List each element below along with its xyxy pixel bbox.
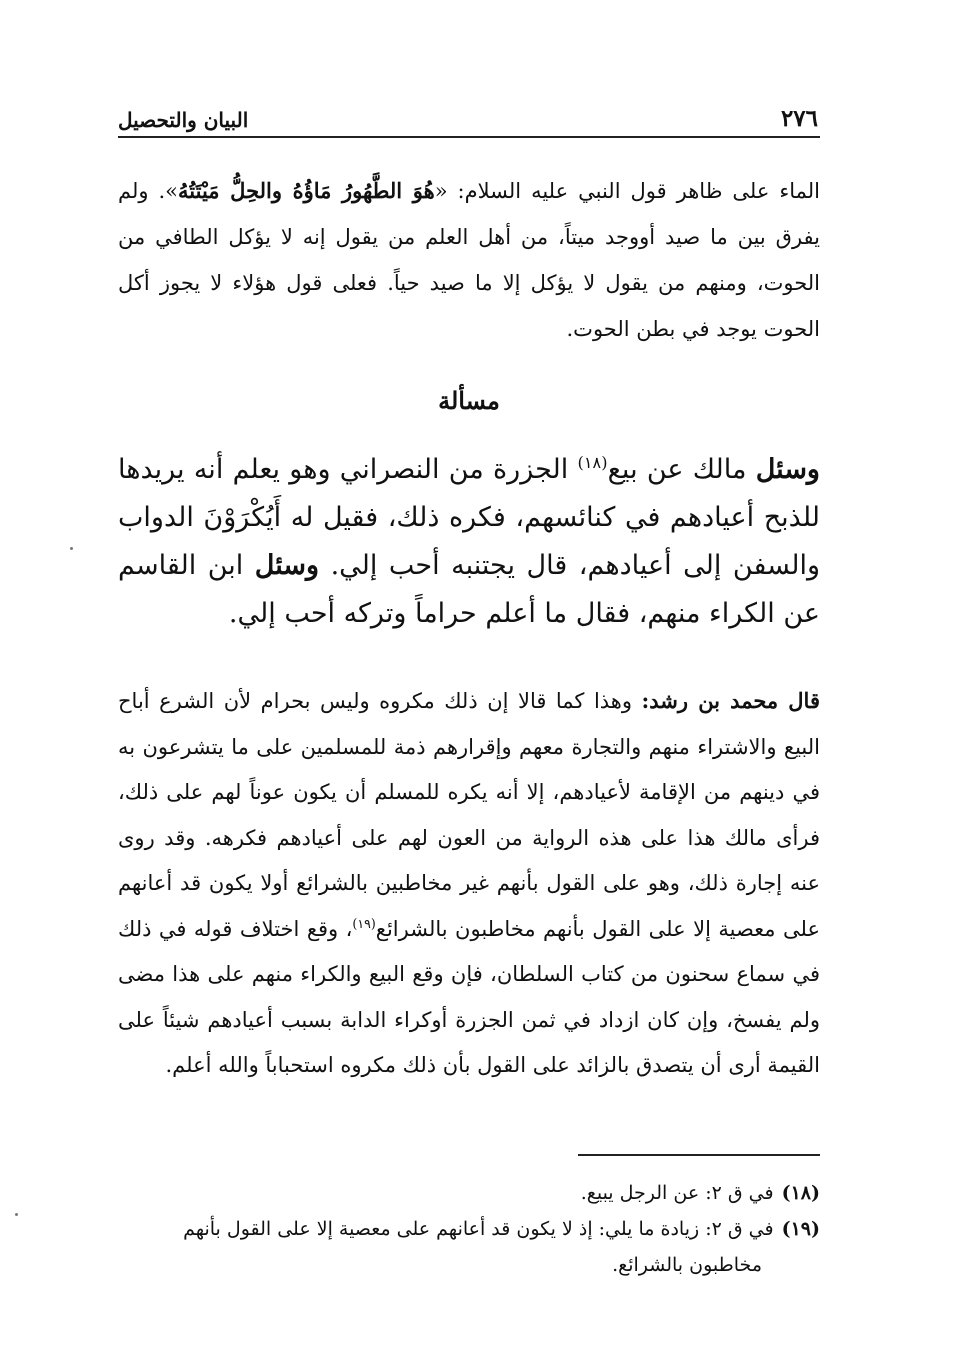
header-rule <box>118 136 820 138</box>
footnote-text: في ق ٢: زيادة ما يلي: إذ لا يكون قد أعانهم على معصية إلا على القول بأنهم <box>183 1218 774 1240</box>
para1-body: ». ولم يفرق بين ما صيد أووجد ميتاً، من أهل العلم من يقول إنه لا يؤكل الطافي من الحوت، ومنهم من يقول لا يؤكل إلا ما صيد حياً. فعلى قول هؤلاء لا يجوز أكل الحوت يوجد في بطن الحوت. <box>118 179 820 341</box>
page-number: ٢٧٦ <box>780 105 818 132</box>
footnote-number: (١٩) <box>781 1218 820 1240</box>
footnote-continuation: مخاطبون بالشرائع. <box>612 1254 762 1276</box>
paragraph-continuation <box>118 168 820 352</box>
question-text-a: مالك عن بيع <box>607 454 756 485</box>
footnote-rule <box>578 1154 820 1156</box>
footnotes <box>118 1175 820 1283</box>
footnote-19 <box>118 1211 820 1283</box>
para1-lead: الماء على ظاهر قول النبي عليه السلام: « <box>434 179 820 203</box>
footnote-text: في ق ٢: عن الرجل يبيع. <box>580 1182 774 1204</box>
scan-speck <box>70 547 73 550</box>
running-title: البيان والتحصيل <box>118 108 249 132</box>
running-header <box>118 92 818 132</box>
section-heading: مسألة <box>438 386 500 415</box>
scan-speck <box>15 1213 18 1216</box>
commentary-text-b: ، وقع اختلاف قوله في ذلك في سماع سحنون من كتاب السلطان، فإن وقع البيع والكراء منهم على هذا مضى ولم يفسخ، وإن كان ازداد في ثمن الجزرة أوكراء الدابة بسبب أعيادهم شيئاً على القيمة أرى أن يتصدق بالزائد على القول بأن ذلك مكروه استحباباً والله أعلم. <box>118 916 820 1077</box>
question-lead-2: وسئل <box>254 550 320 581</box>
question-lead: وسئل <box>755 454 820 485</box>
footnote-number: (١٨) <box>781 1182 820 1204</box>
question-text-c: ابن القاسم عن الكراء منهم، فقال ما أعلم حراماً وتركه أحب إلي. <box>118 550 820 629</box>
commentary-text-a: وهذا كما قالا إن ذلك مكروه وليس بحرام لأن الشرع أباح البيع والاشتراء منهم والتجارة معهم وإقرارهم ذمة للمسلمين على ما يتشرعون به في دينهم من الإقامة لأعيادهم، إلا أنه يكره للمسلم أن يكون عوناً لهم على ذلك، فرأى مالك هذا على هذه الرواية من العون لهم على أعيادهم فكرهه. وقد روى عنه إجارة ذلك، وهو على القول بأنهم غير مخاطبين بالشرائع أولا يكون قد أعانهم على معصية إلا على القول بأنهم مخاطبون بالشرائع <box>118 689 820 941</box>
question-text-b: الجزرة من النصراني وهو يعلم أنه يريدها للذبح أعيادهم في كنائسهم، فكره ذلك، فقيل له أَيُكْرَوْنَ الدواب والسفن إلى أعيادهم، قال يجتنبه أحب إلي. <box>118 454 820 581</box>
commentary-lead: قال محمد بن رشد: <box>641 688 820 713</box>
commentary-paragraph <box>118 678 820 1089</box>
footnote-18 <box>118 1175 820 1211</box>
question-paragraph <box>118 446 820 638</box>
hadith-quote: هُوَ الطَّهُورُ مَاؤُهُ والحِلُّ مَيْتَتُهُ <box>178 178 435 203</box>
footnote-ref-18: (١٨) <box>577 453 608 472</box>
footnote-ref-19: (١٩) <box>352 915 376 931</box>
